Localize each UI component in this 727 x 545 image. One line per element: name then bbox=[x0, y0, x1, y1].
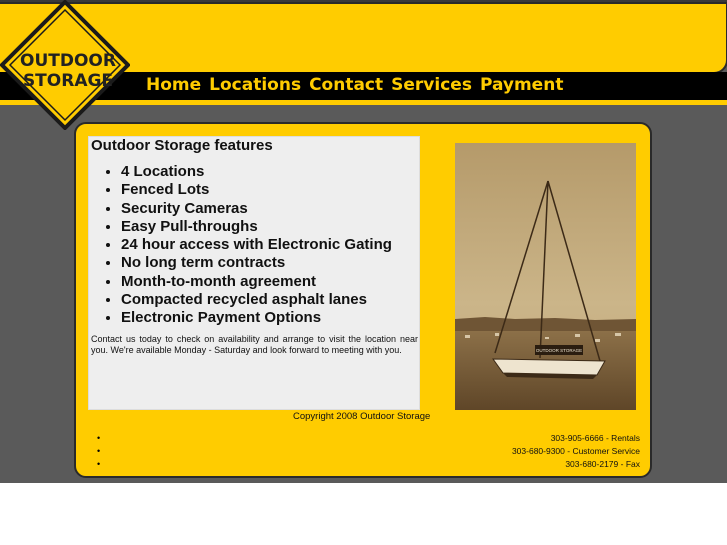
bullet-icon: • bbox=[97, 446, 101, 456]
feature-item: • 4 Locations bbox=[121, 163, 392, 181]
nav-payment[interactable]: Payment bbox=[479, 75, 564, 95]
phone-fax: 303-680-2179 - Fax bbox=[565, 459, 640, 469]
feature-item: • Month-to-month agreement bbox=[121, 273, 392, 291]
feature-item: • 24 hour access with Electronic Gating bbox=[121, 236, 392, 254]
nav-contact[interactable]: Contact bbox=[309, 75, 384, 95]
phone-rentals: 303-905-6666 - Rentals bbox=[550, 433, 640, 443]
boat-label: OUTDOOR STORAGE bbox=[535, 348, 583, 353]
contact-list bbox=[92, 432, 640, 471]
logo-line2: STORAGE bbox=[22, 71, 114, 91]
nav-home[interactable]: Home bbox=[146, 75, 202, 95]
features-list bbox=[107, 163, 392, 328]
contact-row bbox=[92, 432, 640, 445]
logo[interactable] bbox=[6, 6, 130, 130]
nav-services[interactable]: Services bbox=[391, 75, 472, 95]
feature-item: • Electronic Payment Options bbox=[121, 309, 392, 327]
features-box bbox=[88, 136, 420, 410]
sailboat-photo bbox=[455, 143, 636, 410]
feature-item: • Easy Pull-throughs bbox=[121, 218, 392, 236]
contact-paragraph: Contact us today to check on availability and arrange to visit the location near you. We're available Monday - Saturday and look forward to meeting with you. bbox=[91, 334, 418, 355]
feature-item: • Fenced Lots bbox=[121, 181, 392, 199]
feature-item: • Security Cameras bbox=[121, 200, 392, 218]
phone-customer-service: 303-680-9300 - Customer Service bbox=[511, 446, 640, 456]
logo-text bbox=[0, 51, 138, 91]
main-nav bbox=[146, 74, 571, 96]
contact-row bbox=[92, 458, 640, 471]
copyright: Copyright 2008 Outdoor Storage bbox=[293, 411, 431, 422]
bullet-icon: • bbox=[97, 433, 101, 443]
bullet-icon: • bbox=[97, 459, 101, 469]
nav-locations[interactable]: Locations bbox=[209, 75, 302, 95]
feature-item: • No long term contracts bbox=[121, 254, 392, 272]
features-title: Outdoor Storage features bbox=[91, 137, 273, 154]
contact-row bbox=[92, 445, 640, 458]
feature-item: • Compacted recycled asphalt lanes bbox=[121, 291, 392, 309]
logo-line1: OUTDOOR bbox=[20, 51, 116, 71]
